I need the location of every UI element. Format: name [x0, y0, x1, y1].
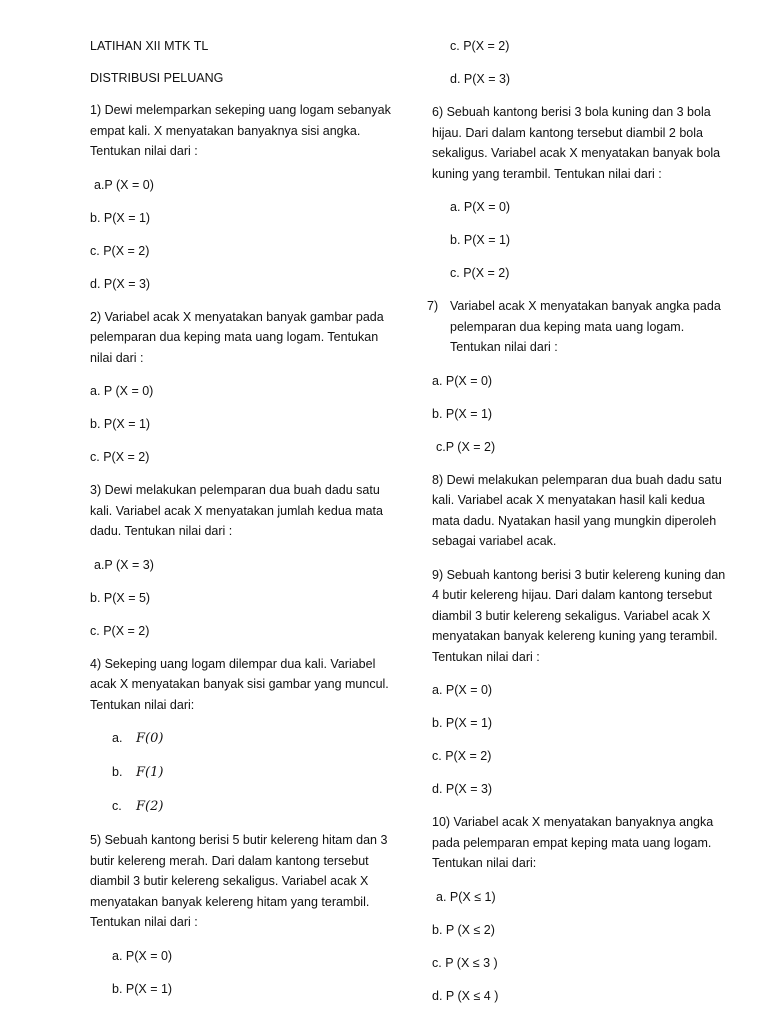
- worksheet-title: LATIHAN XII MTK TL: [90, 39, 209, 53]
- question-6-option-c: c. P(X = 2): [450, 266, 510, 280]
- question-8-text: 8) Dewi melakukan pelemparan dua buah dadu satu kali. Variabel acak X menyatakan hasil kali kedua mata dadu. Nyatakan hasil yang mungkin diperoleh sebagai variabel acak.: [432, 472, 722, 548]
- question-9-option-a: a. P(X = 0): [432, 683, 493, 697]
- left-column: [90, 36, 395, 999]
- worksheet-subtitle: DISTRIBUSI PELUANG: [90, 71, 224, 85]
- question-5-option-c: c. P(X = 2): [450, 39, 510, 53]
- question-10-option-d: d. P (X ≤ 4 ): [432, 988, 499, 1003]
- question-3-text: 3) Dewi melakukan pelemparan dua buah dadu satu kali. Variabel acak X menyatakan jumlah kedua mata dadu. Tentukan nilai dari :: [90, 483, 383, 538]
- question-2-option-b: b. P(X = 1): [90, 417, 151, 431]
- question-7-option-c: c.P (X = 2): [436, 439, 496, 454]
- question-1-option-d: d. P(X = 3): [90, 276, 151, 291]
- question-3-option-b: b. P(X = 5): [90, 590, 151, 605]
- question-10-option-a: a. P(X ≤ 1): [436, 889, 496, 904]
- question-4-option-b: [90, 762, 395, 783]
- question-9-option-b: b. P(X = 1): [432, 716, 493, 730]
- question-7-option-a: a. P(X = 0): [432, 373, 493, 388]
- question-2-text: 2) Variabel acak X menyatakan banyak gambar pada pelemparan dua keping mata uang logam. Tentukan nilai dari :: [90, 309, 384, 365]
- option-a-value: F(0): [136, 731, 164, 746]
- question-1-option-a: a.P (X = 0): [94, 177, 154, 192]
- question-6-text: 6) Sebuah kantong berisi 3 bola kuning dan 3 bola hijau. Dari dalam kantong tersebut diambil 2 bola sekaligus. Variabel acak X menyatakan banyak bola kuning yang terambil. Tentukan nilai dari :: [432, 105, 721, 181]
- option-b-label: b.: [112, 765, 123, 779]
- question-9-text: 9) Sebuah kantong berisi 3 butir kelereng kuning dan 4 butir kelereng hijau. Dari dalam kantong tersebut diambil 3 butir kelereng sekaligus. Variabel acak X menyatakan banyak kelereng kuning yang terambil. Tentukan nilai dari :: [432, 567, 726, 664]
- question-7-option-b: b. P(X = 1): [432, 406, 493, 421]
- question-7-text: Variabel acak X menyatakan banyak angka pada pelemparan dua keping mata uang logam. Tentukan nilai dari :: [450, 299, 721, 354]
- question-5-text: 5) Sebuah kantong berisi 5 butir kelereng hitam dan 3 butir kelereng merah. Dari dalam kantong tersebut diambil 3 butir kelereng sekaligus. Variabel acak X menyatakan banyak kelereng hitam yang terambil. Tentukan nilai dari :: [90, 833, 388, 929]
- question-4-text: 4) Sekeping uang logam dilempar dua kali. Variabel acak X menyatakan banyak sisi gambar yang muncul. Tentukan nilai dari:: [90, 656, 389, 712]
- question-7: [427, 296, 732, 358]
- question-6-option-b: b. P(X = 1): [450, 233, 511, 247]
- option-a-label: a.: [112, 731, 123, 745]
- option-c-value: F(2): [136, 799, 164, 814]
- question-7-number: 7): [427, 299, 439, 313]
- option-b-value: F(1): [136, 765, 164, 780]
- question-1-option-c: c. P(X = 2): [90, 243, 150, 258]
- option-c-label: c.: [112, 799, 122, 813]
- question-10-option-c: c. P (X ≤ 3 ): [432, 955, 498, 970]
- question-1-text: 1) Dewi melemparkan sekeping uang logam sebanyak empat kali. X menyatakan banyaknya sisi angka. Tentukan nilai dari :: [90, 103, 391, 158]
- question-3-option-c: c. P(X = 2): [90, 623, 150, 638]
- right-column: [427, 36, 732, 1006]
- question-2-option-c: c. P(X = 2): [90, 450, 150, 464]
- question-9-option-d: d. P(X = 3): [432, 782, 493, 796]
- question-10-text: 10) Variabel acak X menyatakan banyaknya angka pada pelemparan empat keping mata uang logam. Tentukan nilai dari:: [432, 815, 714, 870]
- question-9-option-c: c. P(X = 2): [432, 749, 492, 763]
- question-4-option-a: [90, 728, 395, 749]
- question-4-option-c: [90, 796, 395, 817]
- question-5-option-b: b. P(X = 1): [112, 981, 173, 996]
- question-2-option-a: a. P (X = 0): [90, 384, 154, 398]
- question-5-option-d: d. P(X = 3): [450, 72, 511, 86]
- question-1-option-b: b. P(X = 1): [90, 210, 151, 225]
- question-6-option-a: a. P(X = 0): [450, 200, 511, 214]
- question-5-option-a: a. P(X = 0): [112, 948, 173, 963]
- question-10-option-b: b. P (X ≤ 2): [432, 922, 495, 937]
- question-3-option-a: a.P (X = 3): [94, 557, 154, 572]
